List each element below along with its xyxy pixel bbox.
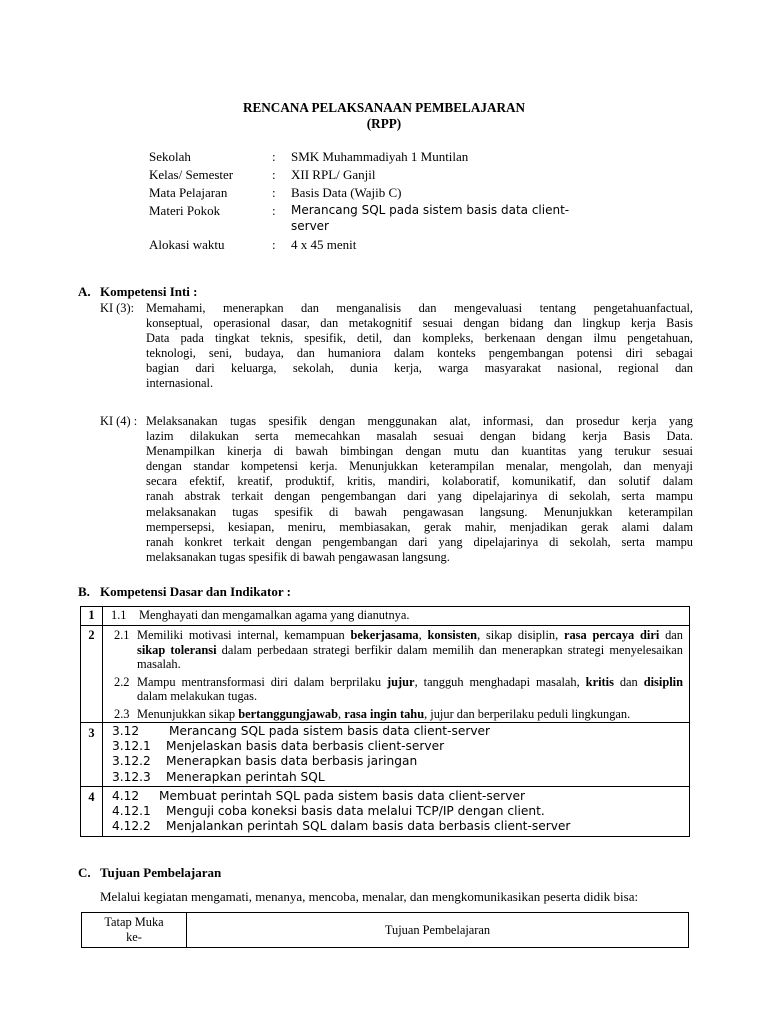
paragraph-line: Memahami, menerapkan dan menganalisis dan mengevaluasi tentang pengetahuanfactual,: [146, 301, 693, 315]
text-run: , jujur dan berperilaku peduli lingkungan.: [424, 706, 631, 721]
paragraph-line: ranah abstrak terkait dengan pengembangan dari yang dipelajarinya di sekolah, serta mampu: [146, 489, 693, 504]
text-run-bold: jujur: [387, 674, 415, 689]
identity-value: Basis Data (Wajib C): [291, 185, 402, 200]
table-row: [81, 786, 690, 837]
paragraph-line: secara efektif, kreatif, produktif, kritis, mandiri, kolaboratif, komunikatif, dan solutif dalam: [146, 474, 693, 489]
competency-code: 4.12.2: [112, 819, 151, 834]
text-run-bold: kritis: [585, 674, 614, 689]
competency-line: [103, 804, 689, 819]
paragraph-line: bagian dari keluarga, sekolah, dunia kerja, warga masyarakat nasional, regional dan: [146, 361, 693, 376]
text-run: Memiliki motivasi internal, kemampuan: [137, 628, 351, 642]
text-run-bold: disiplin: [643, 674, 683, 689]
table-row: [81, 626, 690, 723]
document-title: RENCANA PELAKSANAAN PEMBELAJARAN: [242, 100, 526, 115]
indicator-item: [103, 608, 689, 623]
table-header-row: [82, 913, 689, 948]
row-content: [103, 607, 690, 626]
row-number: 3: [81, 723, 103, 787]
text-run: , tangguh menghadapi masalah,: [414, 674, 586, 689]
competency-code: 4.12: [112, 788, 140, 803]
identity-colon: :: [272, 203, 276, 218]
text-run: Menunjukkan sikap: [137, 706, 239, 721]
section-letter: B.: [78, 584, 90, 599]
paragraph-line: Data pada tingkat teknis, spesifik, detil, dan kompleks, berkenaan dengan ilmu pengetahuan,: [146, 331, 693, 346]
row-content: [103, 626, 690, 723]
competency-code: 3.12: [112, 724, 140, 738]
paragraph-line: Menampilkan kinerja di bawah bimbingan dengan mutu dan kuantitas yang terukur sesuai: [146, 444, 693, 459]
paragraph-line: internasional.: [146, 376, 214, 391]
identity-value: Merancang SQL pada sistem basis data client-: [291, 203, 570, 217]
text-run: ,: [338, 706, 345, 721]
paragraph-line: mempersepsi, kesiapan, meniru, membiasakan, gerak mahir, menjadikan gerak alami dalam: [146, 519, 693, 534]
text-run: ,: [418, 628, 428, 642]
header-line: ke-: [126, 930, 142, 944]
section-title: Kompetensi Dasar dan Indikator :: [100, 584, 291, 599]
text-run: dan: [613, 674, 644, 689]
paragraph-line: konseptual, operasional dasar, dan metakognitif sesuai dengan bidang dan lingkup kerja Basis: [146, 316, 693, 331]
competency-line: [103, 754, 689, 769]
ki4-label: KI (4) :: [100, 414, 138, 428]
indicator-item: [103, 707, 689, 722]
identity-value: SMK Muhammadiyah 1 Muntilan: [291, 149, 469, 164]
identity-colon: :: [272, 237, 276, 252]
competency-code: 4.12.1: [112, 804, 151, 819]
competency-text: Menerapkan basis data berbasis jaringan: [166, 754, 418, 769]
text-run: dan: [659, 628, 683, 642]
row-content: [103, 786, 690, 837]
paragraph-line: ranah konkret terkait dengan pengembangan dari yang dipelajarinya di sekolah, serta mampu: [146, 534, 693, 549]
indicator-item: [103, 675, 689, 704]
competency-text: Menguji coba koneksi basis data melalui TCP/IP dengan client.: [166, 804, 545, 819]
competency-code: 3.12.1: [112, 739, 151, 754]
objectives-table: [81, 912, 689, 948]
text-run-bold: konsisten: [427, 628, 478, 642]
identity-colon: :: [272, 149, 276, 164]
text-run-bold: bekerjasama: [350, 628, 419, 642]
competency-line: [103, 789, 689, 804]
indicator-code: 1.1: [111, 608, 127, 622]
section-letter: C.: [78, 865, 91, 880]
paragraph-line: melaksanakan tugas spesifik di bawah pengawasan langsung. Menunjukkan keterampilan: [146, 504, 693, 519]
text-run: dalam perbedaan strategi berfikir dalam memilih dan menerapkan strategi menyelesaikan masalah.: [137, 642, 683, 671]
row-number: 4: [81, 786, 103, 837]
text-run-bold: bertanggungjawab: [238, 706, 339, 721]
row-number: 2: [81, 626, 103, 723]
competency-code: 3.12.2: [112, 754, 151, 769]
identity-label: Sekolah: [149, 149, 191, 164]
indicator-text: [137, 707, 683, 722]
row-content: [103, 723, 690, 787]
indicator-text: Menghayati dan mengamalkan agama yang dianutnya.: [139, 608, 410, 622]
identity-label: Materi Pokok: [149, 203, 221, 218]
paragraph-line: Melaksanakan tugas spesifik dengan menggunakan alat, informasi, dan prosedur kerja yang: [146, 414, 693, 428]
indicator-code: 2.2: [114, 674, 130, 689]
text-run-bold: rasa percaya diri: [563, 628, 660, 642]
row-number: 1: [81, 607, 103, 626]
paragraph-line: melaksanakan tugas spesifik di bawah pengawasan langsung.: [146, 549, 450, 564]
identity-label: Mata Pelajaran: [149, 185, 228, 200]
competency-line: [103, 819, 689, 834]
identity-colon: :: [272, 185, 276, 200]
competency-line: [103, 724, 689, 739]
section-title: Kompetensi Inti :: [100, 284, 198, 299]
indicator-item: [103, 628, 689, 672]
identity-value: server: [291, 219, 329, 233]
ki3-paragraph: [146, 301, 693, 392]
column-header-meeting: [82, 913, 187, 948]
text-run-bold: sikap toleransi: [137, 642, 217, 657]
competency-text: Menjelaskan basis data berbasis client-server: [166, 739, 445, 754]
kd-table: [80, 606, 690, 837]
identity-label: Alokasi waktu: [149, 237, 225, 252]
identity-value: XII RPL/ Ganjil: [291, 167, 376, 182]
indicator-code: 2.3: [114, 706, 130, 721]
paragraph-line: teknologi, seni, budaya, dan humaniora dalam konteks pengembangan potensi diri sebagai: [146, 346, 693, 361]
column-header-objectives: Tujuan Pembelajaran: [187, 913, 689, 948]
paragraph-line: lazim dilakukan serta memecahkan masalah sesuai dengan bidang kerja Basis Data.: [146, 429, 693, 444]
ki3-label: KI (3):: [100, 301, 135, 315]
text-run-bold: rasa ingin tahu: [344, 706, 425, 721]
table-row: [81, 607, 690, 626]
text-run: Mampu mentransformasi diri dalam berprilaku: [137, 674, 388, 689]
table-row: [81, 723, 690, 787]
section-c-intro: Melalui kegiatan mengamati, menanya, mencoba, menalar, dan mengkomunikasikan peserta didik bisa:: [100, 889, 639, 904]
identity-value: 4 x 45 menit: [291, 237, 357, 252]
text-run: dalam melakukan tugas.: [137, 689, 258, 703]
competency-text: Menerapkan perintah SQL: [166, 769, 325, 784]
competency-line: [103, 770, 689, 785]
section-title: Tujuan Pembelajaran: [100, 865, 222, 880]
identity-colon: :: [272, 167, 276, 182]
identity-label: Kelas/ Semester: [149, 167, 234, 182]
competency-text: Menjalankan perintah SQL dalam basis data berbasis client-server: [166, 819, 571, 834]
indicator-text: [137, 675, 683, 704]
competency-text: Membuat perintah SQL pada sistem basis data client-server: [159, 788, 525, 803]
paragraph-line: dengan standar kompetensi kerja. Menunjukkan keterampilan menalar, mengolah, dan menyaji: [146, 459, 693, 474]
document-subtitle: (RPP): [366, 116, 402, 131]
header-line: Tatap Muka: [104, 915, 164, 929]
text-run: , sikap disiplin,: [477, 628, 564, 642]
competency-code: 3.12.3: [112, 769, 151, 784]
ki4-paragraph: [146, 414, 693, 565]
competency-line: [103, 739, 689, 754]
indicator-code: 2.1: [114, 628, 130, 642]
section-letter: A.: [78, 284, 91, 299]
indicator-text: [137, 628, 683, 672]
competency-text: Merancang SQL pada sistem basis data client-server: [169, 724, 491, 738]
